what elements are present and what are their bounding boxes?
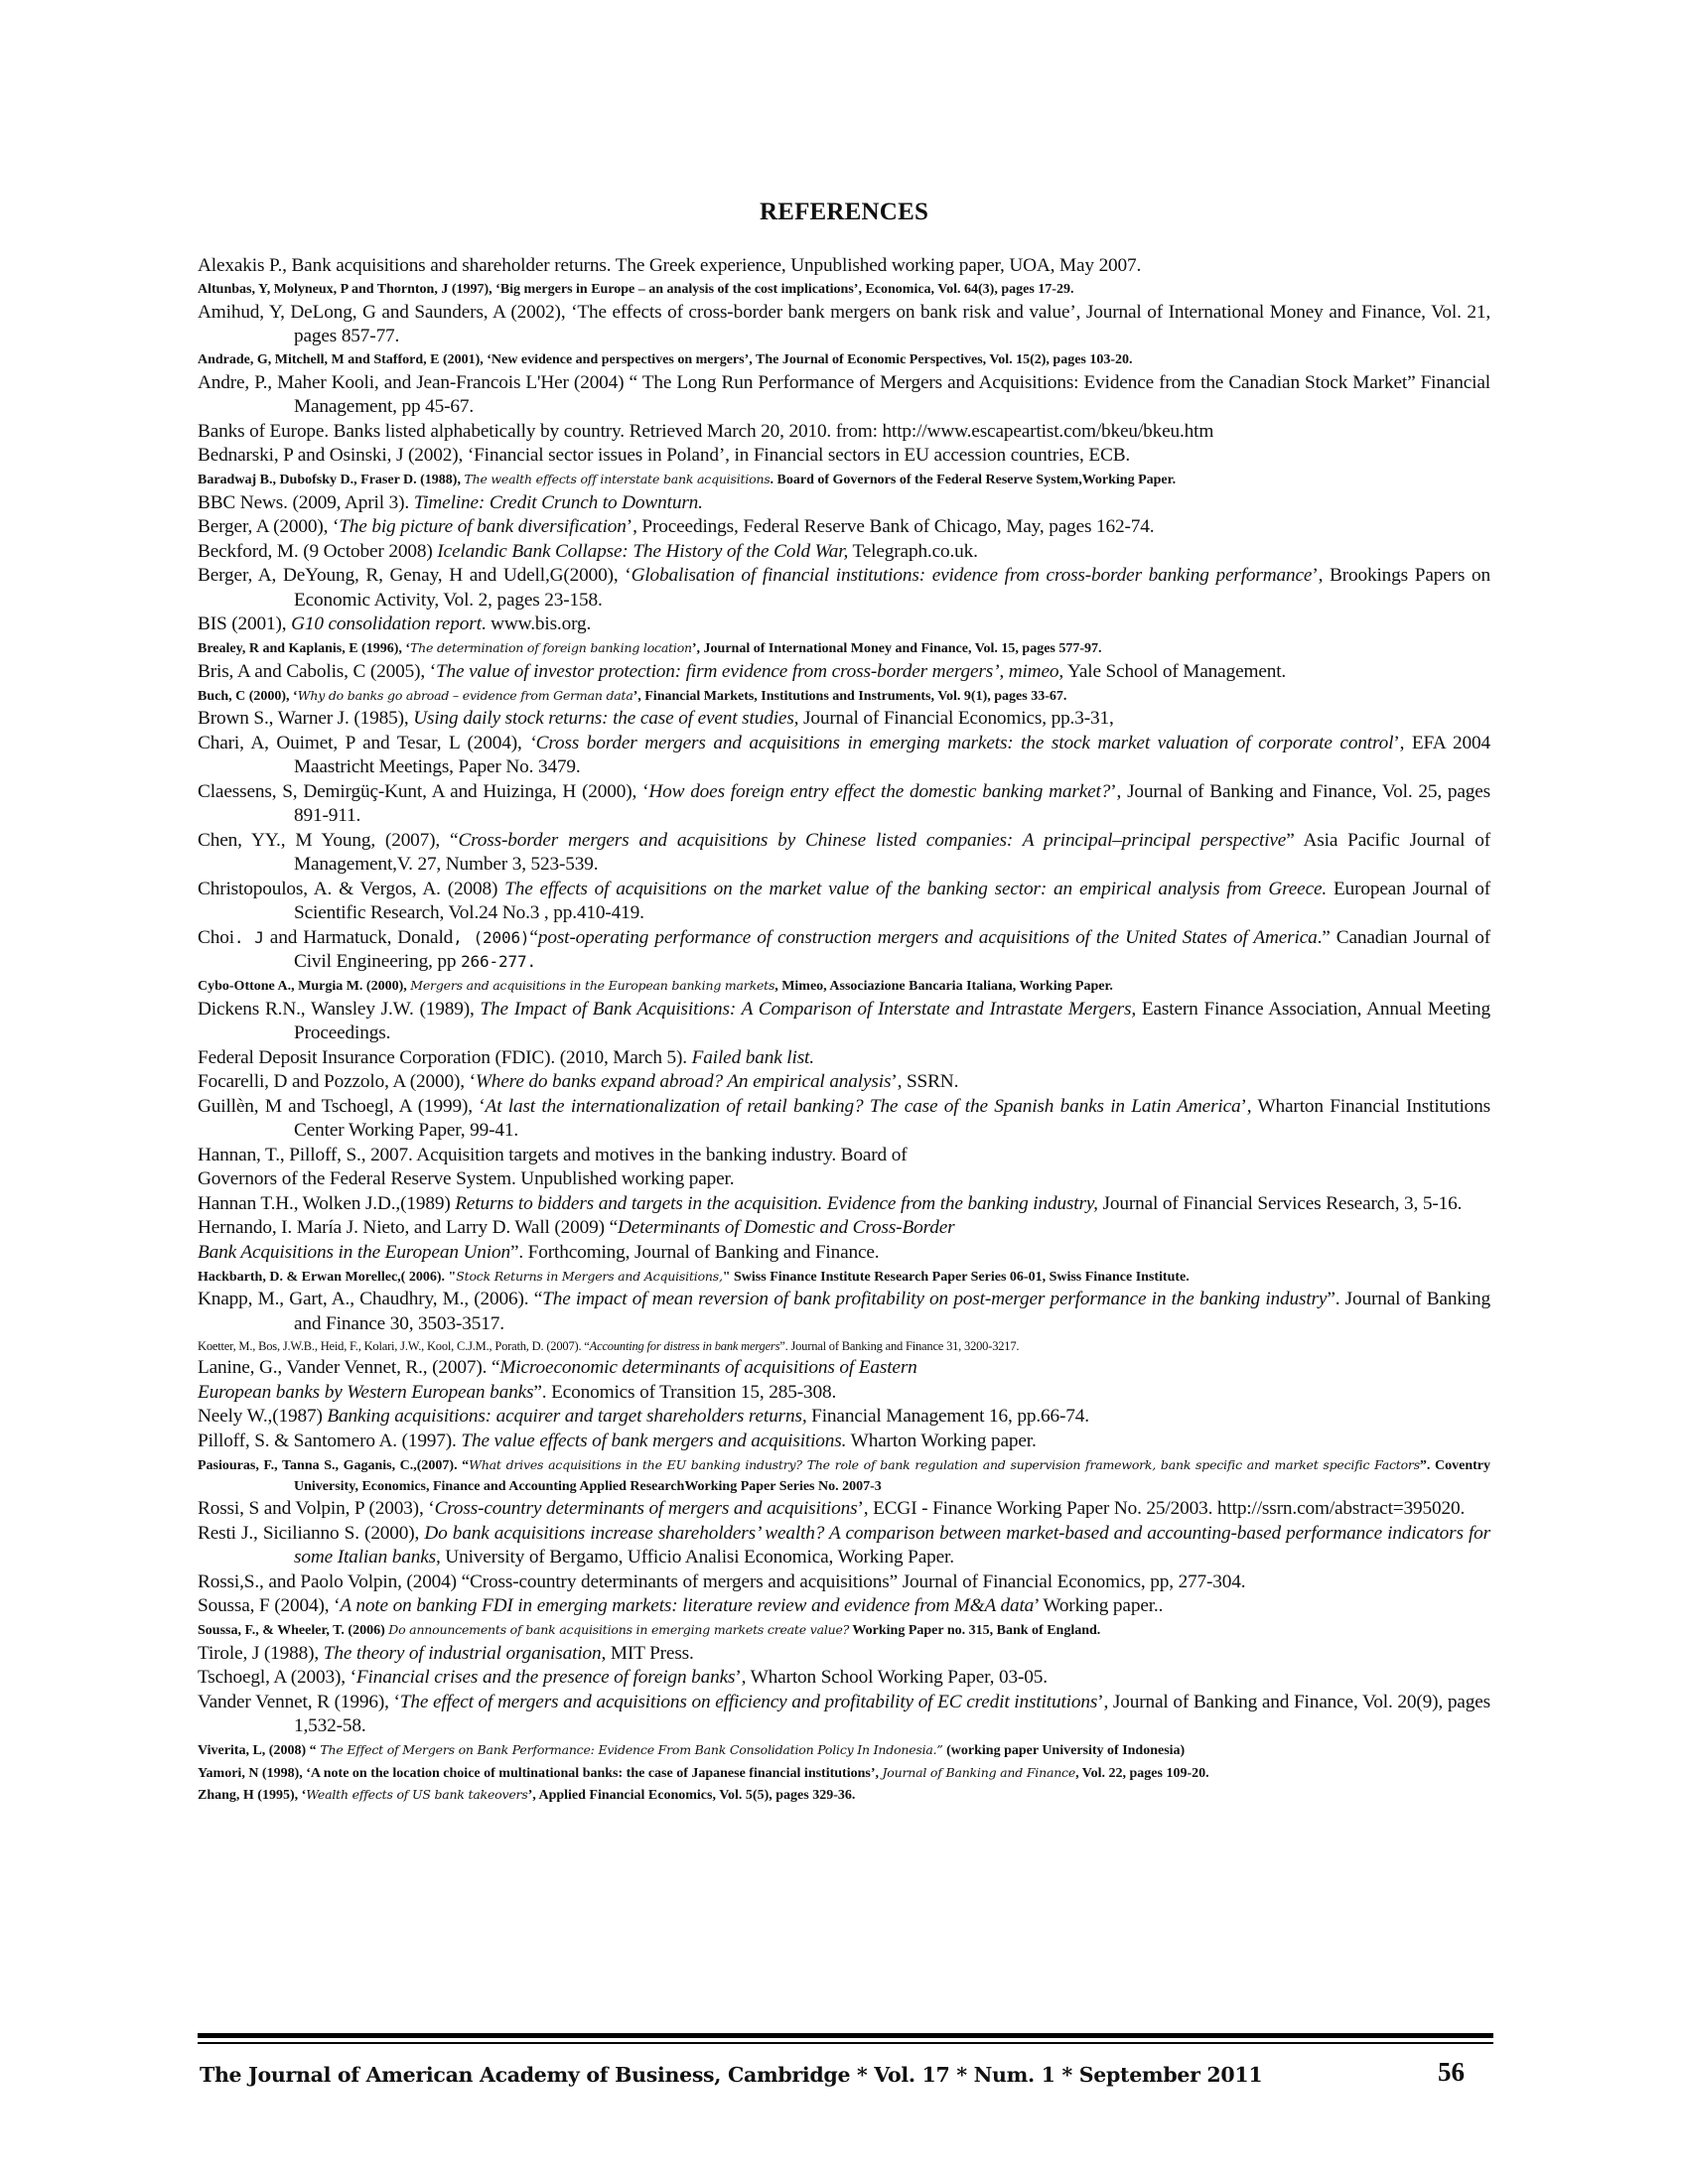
references-heading: REFERENCES — [759, 199, 929, 225]
reference-text: ”. Forthcoming, Journal of Banking and Finance. — [509, 1241, 880, 1263]
reference-entry — [198, 1381, 1490, 1406]
reference-entry — [198, 780, 1490, 829]
reference-text: Alexakis P., Bank acquisitions and shareholder returns. The Greek experience, Unpublished working paper, UOA, May 2007. — [198, 255, 1142, 276]
reference-entry — [198, 685, 1490, 707]
reference-text: , (2006) — [453, 927, 530, 947]
reference-entry — [198, 926, 1490, 975]
reference-text: Banks of Europe. Banks listed alphabetically by country. Retrieved March 20, 2010. from: http://www.escapeartist.com/bkeu/bkeu.htm — [198, 420, 1214, 442]
reference-text: G10 consolidation report — [291, 614, 482, 634]
journal-footer: The Journal of American Academy of Business, Cambridge * Vol. 17 * Num. 1 * September 2011 — [200, 2063, 1263, 2087]
reference-entry — [198, 469, 1490, 490]
reference-text: Working Paper no. 315, Bank of England. — [849, 1623, 1101, 1638]
reference-text: Brealey, R and Kaplanis, E (1996), ‘ — [198, 641, 411, 656]
reference-text: Failed bank list. — [691, 1046, 814, 1068]
reference-entry — [198, 279, 1490, 300]
reference-text: Berger, A, DeYoung, R, Genay, H and Udell,G(2000), ‘ — [198, 565, 632, 586]
reference-entry — [198, 564, 1490, 613]
reference-entry — [198, 660, 1490, 685]
reference-entry — [198, 1522, 1490, 1570]
reference-text: Buch, C (2000), ‘ — [198, 688, 298, 704]
reference-text: Choi — [198, 926, 234, 948]
reference-entry — [198, 707, 1490, 732]
reference-text: At last the internationalization of retail banking? The case of the Spanish banks in Latin America — [485, 1095, 1241, 1117]
reference-text: Andrade, G, Mitchell, M and Stafford, E (2001), ‘New evidence and perspectives on mergers’, The Journal of Economic Perspectives, Vol. 15(2), pages 103-20. — [198, 352, 1133, 367]
reference-text: ’, Journal of Banking and Finance, Vol. 20(9), pages 1,532-58. — [294, 1691, 1490, 1736]
reference-entry — [198, 1241, 1490, 1266]
reference-text: ” Asia Pacific Journal of Management,V. 27, Number 3, 523-539. — [294, 829, 1490, 875]
reference-text: ’, Wharton Financial Institutions Center Working Paper, 99-41. — [294, 1095, 1490, 1141]
reference-text: Hernando, I. María J. Nieto, and Larry D. Wall (2009) “ — [198, 1217, 618, 1238]
reference-text: ’, EFA 2004 Maastricht Meetings, Paper No. 3479. — [294, 732, 1490, 777]
reference-text: Berger, A (2000), ‘ — [198, 516, 340, 537]
reference-entry — [198, 1739, 1490, 1761]
reference-text: ’, SSRN. — [891, 1071, 959, 1092]
reference-entry — [198, 1570, 1490, 1595]
reference-text: Determinants of Domestic and Cross-Border — [618, 1217, 955, 1238]
reference-text: Neely W.,(1987) — [198, 1406, 328, 1427]
reference-text: Focarelli, D and Pozzolo, A (2000), ‘ — [198, 1071, 476, 1092]
footer-rule-thin — [198, 2042, 1493, 2044]
reference-text: Wealth effects of US bank takeovers — [306, 1787, 528, 1802]
reference-text: The big picture of bank diversification — [339, 516, 627, 537]
reference-text: Governors of the Federal Reserve System. Unpublished working paper. — [198, 1168, 735, 1189]
reference-text: .” Canadian Journal of Civil Engineering, pp — [294, 926, 1490, 972]
reference-text: Journal of Banking and Finance — [882, 1764, 1076, 1780]
reference-text: Eastern Finance Association, Annual Meeting Proceedings. — [294, 998, 1491, 1043]
reference-text: ’ Working paper.. — [1034, 1595, 1164, 1616]
reference-text: , Vol. 22, pages 109-20. — [1075, 1765, 1209, 1781]
reference-entry — [198, 1642, 1490, 1667]
reference-text: Do announcements of bank acquisitions in emerging markets create value? — [388, 1622, 850, 1637]
reference-text: Yamori, N (1998), ‘A note on the location choice of multinational banks: the case of Japanese financial institutions’, — [198, 1765, 883, 1781]
reference-text: Baradwaj B., Dubofsky D., Fraser D. (1988), — [198, 473, 465, 487]
reference-text: Bank Acquisitions in the European Union — [198, 1241, 510, 1263]
reference-entry — [198, 1070, 1490, 1095]
reference-entry — [198, 1454, 1490, 1497]
reference-entry — [198, 1619, 1490, 1641]
reference-text: Pilloff, S. & Santomero A. (1997). — [198, 1430, 462, 1451]
reference-text: Do bank acquisitions increase shareholders’ wealth? A comparison between market-based and accounting-based performance indicators for some Italian banks, — [294, 1522, 1490, 1568]
reference-text: Journal of Financial Economics, pp.3-31, — [798, 708, 1114, 729]
reference-text: Dickens R.N., Wansley J.W. (1989), — [198, 998, 481, 1020]
reference-text: BIS (2001), — [198, 614, 292, 634]
reference-text: Wharton Working paper. — [846, 1430, 1037, 1451]
reference-text: Koetter, M., Bos, J.W.B., Heid, F., Kolari, J.W., Kool, C.J.M., Porath, D. (2007). “ — [198, 1339, 590, 1353]
reference-text: , Yale School of Management. — [1058, 660, 1287, 682]
reference-text: (working paper University of Indonesia) — [942, 1743, 1186, 1758]
reference-text: European banks by Western European banks — [198, 1381, 534, 1403]
reference-text: Hackbarth, D. & Erwan Morellec,( 2006). " — [198, 1269, 457, 1285]
reference-entry — [198, 491, 1490, 516]
reference-text: Soussa, F (2004), ‘ — [198, 1595, 341, 1616]
reference-text: Cross-country determinants of mergers and acquisitions — [434, 1498, 858, 1519]
reference-text: How does foreign entry effect the domestic banking market? — [648, 780, 1111, 802]
reference-entry — [198, 998, 1490, 1046]
reference-entry — [198, 1216, 1490, 1241]
reference-entry — [198, 975, 1490, 997]
reference-text: ’, Journal of Banking and Finance, Vol. 25, pages 891-911. — [294, 780, 1491, 826]
reference-text: Bednarski, P and Osinski, J (2002), ‘Financial sector issues in Poland’, in Financial sectors in EU accession countries, ECB. — [198, 445, 1131, 466]
reference-entry — [198, 1497, 1490, 1522]
reference-entry — [198, 1356, 1490, 1381]
reference-entry — [198, 1266, 1490, 1288]
reference-entry — [198, 1666, 1490, 1691]
reference-entry — [198, 254, 1490, 279]
reference-text: Federal Deposit Insurance Corporation (FDIC). (2010, March 5). — [198, 1046, 692, 1068]
reference-text: ’, ECGI - Finance Working Paper No. 25/2003. http://ssrn.com/abstract=395020. — [857, 1498, 1466, 1519]
reference-text: Brown S., Warner J. (1985), — [198, 708, 414, 729]
reference-text: Why do banks go abroad – evidence from German data — [297, 687, 633, 703]
reference-text: Andre, P., Maher Kooli, and Jean-Francois L'Her (2004) “ The Long Run Performance of Mergers and Acquisitions: Evidence from the Canadian Stock Market” Financial Management, pp 45-67. — [198, 371, 1490, 417]
reference-text: Zhang, H (1995), ‘ — [198, 1788, 307, 1803]
reference-entry — [198, 732, 1490, 780]
reference-text: The determination of foreign banking location — [410, 640, 692, 655]
reference-text: Stock Returns in Mergers and Acquisitions, — [456, 1268, 723, 1284]
reference-text: The Effect of Mergers on Bank Performance: Evidence From Bank Consolidation Policy In Indonesia.” — [316, 1742, 943, 1757]
reference-text: Using daily stock returns: the case of event studies, — [413, 708, 799, 729]
reference-text: ”. Journal of Banking and Finance 30, 3503-3517. — [294, 1289, 1490, 1334]
reference-text: Vander Vennet, R (1996), ‘ — [198, 1691, 400, 1712]
reference-text: Where do banks expand abroad? An empirical analysis — [475, 1071, 892, 1092]
reference-entry — [198, 540, 1490, 565]
reference-text: University of Bergamo, Ufficio Analisi Economica, Working Paper. — [440, 1547, 954, 1568]
reference-entry — [198, 878, 1490, 926]
reference-text: Banking acquisitions: acquirer and target shareholders returns, — [327, 1406, 807, 1427]
reference-text: Guillèn, M and Tschoegl, A (1999), ‘ — [198, 1095, 486, 1117]
reference-entry — [198, 1192, 1490, 1217]
reference-text: The effect of mergers and acquisitions on efficiency and profitability of EC credit institutions — [399, 1691, 1098, 1712]
reference-text: ’, Brookings Papers on Economic Activity, Vol. 2, pages 23-158. — [294, 565, 1490, 611]
reference-text: Icelandic Bank Collapse: The History of the Cold War, — [437, 540, 849, 562]
reference-entry — [198, 1430, 1490, 1454]
reference-text: . Board of Governors of the Federal Reserve System,Working Paper. — [770, 473, 1177, 487]
reference-entry — [198, 444, 1490, 469]
reference-text: Resti J., Sicilianno S. (2000), — [198, 1522, 425, 1544]
reference-text: Knapp, M., Gart, A., Chaudhry, M., (2006). “ — [198, 1289, 543, 1309]
reference-text: Pasiouras, F., Tanna S., Gaganis, C.,(2007). “ — [198, 1457, 470, 1473]
reference-entry — [198, 613, 1490, 637]
reference-text: ’, Proceedings, Federal Reserve Bank of Chicago, May, pages 162-74. — [626, 516, 1155, 537]
reference-entry — [198, 301, 1490, 349]
reference-text: Rossi, S and Volpin, P (2003), ‘ — [198, 1498, 435, 1519]
reference-text: MIT Press. — [606, 1642, 694, 1664]
reference-text: ’, Wharton School Working Paper, 03-05. — [735, 1667, 1048, 1688]
reference-text: post-operating performance of construction mergers and acquisitions of the United States of America — [537, 926, 1318, 948]
reference-text: ”. Journal of Banking and Finance 31, 3200-3217. — [779, 1339, 1020, 1353]
reference-text: Journal of Financial Services Research, 3, 5-16. — [1097, 1192, 1463, 1214]
reference-entry — [198, 1046, 1490, 1071]
reference-entry — [198, 1691, 1490, 1739]
reference-text: The effects of acquisitions on the market value of the banking sector: an empirical analysis from Greece. — [504, 878, 1328, 899]
reference-text: Altunbas, Y, Molyneux, P and Thornton, J (1997), ‘Big mergers in Europe – an analysis of the cost implications’, Economica, Vol. 64(3), pages 17-29. — [198, 282, 1074, 297]
reference-list — [198, 254, 1490, 1807]
reference-entry — [198, 371, 1490, 420]
reference-text: Hannan T.H., Wolken J.D.,(1989) — [198, 1192, 456, 1214]
reference-entry — [198, 637, 1490, 659]
reference-text: Returns to bidders and targets in the acquisition. Evidence from the banking industry, — [455, 1192, 1098, 1214]
reference-text: What drives acquisitions in the EU banking industry? The role of bank regulation and supervision framework, bank specific and market specific Factors — [469, 1456, 1420, 1472]
reference-text: Timeline: Credit Crunch to Downturn. — [413, 491, 703, 513]
reference-text: ’, Applied Financial Economics, Vol. 5(5), pages 329-36. — [527, 1788, 856, 1803]
reference-entry — [198, 1336, 1490, 1356]
reference-entry — [198, 1144, 1490, 1168]
reference-text: Globalisation of financial institutions: evidence from cross-border banking performance — [631, 565, 1313, 586]
reference-text: The wealth effects off interstate bank acquisitions — [464, 472, 771, 486]
reference-text: ’, Journal of International Money and Finance, Vol. 15, pages 577-97. — [691, 641, 1102, 656]
reference-text: Financial crises and the presence of foreign banks — [355, 1667, 736, 1688]
reference-text: Amihud, Y, DeLong, G and Saunders, A (2002), ‘The effects of cross-border bank mergers on bank risk and value’, Journal of International Money and Finance, Vol. 21, pages 857-77. — [198, 301, 1490, 346]
reference-text: Financial Management 16, pp.66-74. — [806, 1406, 1089, 1427]
reference-entry — [198, 1784, 1490, 1806]
reference-text: The value of investor protection: firm evidence from cross-border mergers’, mimeo — [435, 660, 1059, 682]
reference-text: Cross-border mergers and acquisitions by Chinese listed companies: A principal–principal perspective — [458, 829, 1287, 851]
reference-text: Mergers and acquisitions in the European banking markets — [410, 978, 775, 993]
reference-text: Cybo-Ottone A., Murgia M. (2000), — [198, 979, 411, 994]
reference-text: European Journal of Scientific Research, Vol.24 No.3 , pp.410-419. — [294, 878, 1490, 923]
reference-entry — [198, 1762, 1490, 1784]
reference-entry — [198, 420, 1490, 445]
reference-entry — [198, 349, 1490, 370]
reference-text: Accounting for distress in bank mergers — [589, 1339, 780, 1353]
reference-text: The value effects of bank mergers and acquisitions. — [461, 1430, 847, 1451]
reference-text: The theory of industrial organisation, — [323, 1642, 607, 1664]
page-number: 56 — [1438, 2057, 1465, 2087]
reference-text: . www.bis.org. — [481, 614, 592, 634]
reference-text: BBC News. (2009, April 3). — [198, 491, 414, 513]
reference-entry — [198, 1167, 1490, 1192]
reference-text: Microeconomic determinants of acquisitions of Eastern — [499, 1357, 917, 1378]
reference-entry — [198, 1405, 1490, 1430]
reference-entry — [198, 1594, 1490, 1619]
reference-text: . J — [233, 927, 264, 947]
reference-text: Christopoulos, A. & Vergos, A. (2008) — [198, 878, 505, 899]
reference-text: The Impact of Bank Acquisitions: A Comparison of Interstate and Intrastate Mergers, — [480, 998, 1137, 1020]
reference-text: Chari, A, Ouimet, P and Tesar, L (2004), — [198, 732, 530, 753]
reference-text: A note on banking FDI in emerging markets: literature review and evidence from M&A data — [340, 1595, 1035, 1616]
reference-text: Chen, YY., M Young, (2007), “ — [198, 829, 459, 851]
reference-text: Telegraph.co.uk. — [848, 540, 978, 562]
reference-text: Lanine, G., Vander Vennet, R., (2007). “ — [198, 1357, 500, 1378]
reference-text: Hannan, T., Pilloff, S., 2007. Acquisition targets and motives in the banking industry. Board of — [198, 1144, 908, 1165]
reference-entry — [198, 1095, 1490, 1144]
reference-text: Bris, A and Cabolis, C (2005), ‘ — [198, 660, 436, 682]
reference-entry — [198, 829, 1490, 878]
reference-text: and Harmatuck, Donald — [263, 926, 454, 948]
reference-text: ”. Economics of Transition 15, 285-308. — [533, 1381, 837, 1403]
reference-text: ”. Coventry University, Economics, Finance and Accounting Applied ResearchWorking Paper Series No. 2007-3 — [294, 1457, 1490, 1494]
reference-text: Soussa, F., & Wheeler, T. (2006) — [198, 1623, 389, 1638]
reference-text: The impact of mean reversion of bank profitability on post-merger performance in the banking industry — [542, 1289, 1328, 1309]
reference-text: 266-277. — [461, 952, 536, 971]
reference-text: " Swiss Finance Institute Research Paper Series 06-01, Swiss Finance Institute. — [722, 1269, 1190, 1285]
reference-entry — [198, 1288, 1490, 1336]
footer-rule-thick — [198, 2033, 1493, 2038]
reference-text: Rossi,S., and Paolo Volpin, (2004) “Cross-country determinants of mergers and acquisitions” Journal of Financial Economics, pp, 277-304. — [198, 1570, 1246, 1592]
reference-text: Viverita, L, (2008) “ — [198, 1743, 317, 1758]
reference-text: ‘Cross border mergers and acquisitions in emerging markets: the stock market valuation of corporate control — [529, 732, 1394, 753]
reference-text: Tschoegl, A (2003), ‘ — [198, 1667, 356, 1688]
reference-text: Claessens, S, Demirgüç-Kunt, A and Huizinga, H (2000), ‘ — [198, 780, 649, 802]
reference-text: Tirole, J (1988), — [198, 1642, 324, 1664]
reference-text: , Mimeo, Associazione Bancaria Italiana, Working Paper. — [774, 979, 1113, 994]
reference-text: Beckford, M. (9 October 2008) — [198, 540, 438, 562]
reference-text: ’, Financial Markets, Institutions and Instruments, Vol. 9(1), pages 33-67. — [633, 688, 1067, 704]
reference-text: “ — [529, 926, 538, 948]
reference-entry — [198, 515, 1490, 540]
